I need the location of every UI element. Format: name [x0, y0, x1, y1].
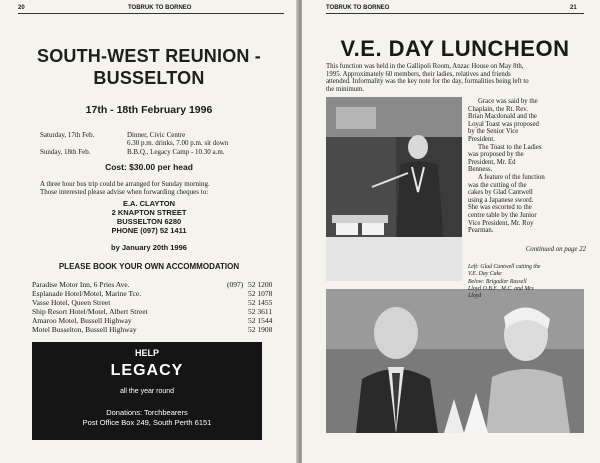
- legacy-tagline: all the year round: [119, 388, 175, 395]
- hotel-name: Ship Resort Hotel/Motel, Albert Street: [32, 307, 148, 316]
- caption-left-line: V.E. Day Cake: [468, 271, 502, 277]
- schedule-event-2: B.B.Q., Legacy Camp - 10.30 a.m.: [127, 148, 225, 156]
- hotel-row: [32, 280, 280, 289]
- right-running-head: TOBRUK TO BORNEO: [326, 5, 390, 11]
- left-header-rule: [18, 13, 284, 14]
- hotel-row: [32, 298, 280, 307]
- body-line: Grace was said by the: [478, 98, 538, 105]
- hotel-phone: 52 1908: [248, 325, 273, 334]
- cost-line: Cost: $30.00 per head: [105, 162, 193, 172]
- hotel-phone: 52 3611: [248, 307, 273, 316]
- right-page-number: 21: [570, 5, 577, 11]
- caption-below-line: Lloyd O.B.E., M.C. and Mrs: [468, 286, 534, 292]
- intro-paragraph: [326, 63, 584, 93]
- body-line: A feature of the function: [478, 173, 545, 181]
- reunion-dates: 17th - 18th February 1996: [85, 104, 213, 116]
- hotel-name: Amaroo Motel, Bussell Highway: [32, 316, 132, 325]
- body-line: President, Mr. Ed: [468, 158, 516, 166]
- legacy-po-box: Post Office Box 249, South Perth 6151: [82, 418, 212, 427]
- cake-cutting-photo: [326, 97, 462, 281]
- legacy-help: HELP: [134, 348, 159, 358]
- left-page: [0, 0, 298, 463]
- accommodation-heading: PLEASE BOOK YOUR OWN ACCOMMODATION: [58, 262, 240, 271]
- hotel-row: [32, 289, 280, 298]
- hotel-row: [32, 316, 280, 325]
- legacy-advert: [32, 342, 262, 440]
- schedule-event-1-line1: Dinner, Civic Centre: [127, 131, 186, 139]
- body-line: Chaplain, the Rt. Rev.: [468, 105, 528, 113]
- body-line: The Toast to the Ladies: [478, 143, 542, 151]
- hotel-row: [32, 325, 280, 334]
- hotel-phone: 52 1455: [248, 298, 273, 307]
- hotel-name: Motel Busselton, Bussell Highway: [32, 325, 137, 334]
- hotel-phone: 52 1078: [248, 289, 273, 298]
- reunion-title-line2: BUSSELTON: [93, 68, 205, 88]
- deadline: by January 20th 1996: [111, 243, 187, 252]
- address-town: BUSSELTON 6280: [116, 217, 182, 226]
- caption-left-line: Left: Glad Cantwell cutting the: [468, 264, 541, 270]
- continued-note: Continued on page 22: [525, 246, 586, 253]
- caption-below-line: Below: Brigadier Russell: [468, 279, 527, 285]
- body-line: Vice President, Mr. Roy: [468, 219, 534, 227]
- body-line: was the cutting of the: [468, 181, 527, 189]
- body-line: Benness.: [468, 166, 493, 174]
- schedule-event-1: [127, 131, 228, 147]
- left-page-number: 20: [18, 5, 25, 11]
- body-line: Pearman.: [468, 227, 494, 235]
- body-line: Loyal Toast was proposed: [468, 120, 539, 128]
- caption-left: [468, 264, 586, 278]
- ve-day-title: V.E. DAY LUNCHEON: [340, 36, 570, 61]
- body-column: [468, 98, 586, 235]
- hotel-name: Esplanade Hotel/Motel, Marine Tce.: [32, 289, 142, 298]
- couple-photo: [326, 289, 584, 433]
- body-line: using a Japanese sword.: [468, 196, 534, 204]
- hotel-phone: 52 1200: [248, 280, 273, 289]
- address-name: E.A. CLAYTON: [122, 199, 176, 208]
- schedule-day-1: Saturday, 17th Feb.: [40, 131, 95, 139]
- intro-line: the minimum.: [326, 85, 365, 93]
- caption-below: [468, 279, 586, 300]
- reunion-title-line1: SOUTH-WEST REUNION -: [37, 46, 261, 66]
- hotel-row: [32, 307, 280, 316]
- intro-line: This function was held in the Gallipoli Room, Anzac House on May 8th,: [326, 63, 524, 70]
- body-line: by the Senior Vice: [468, 128, 519, 136]
- body-line: centre table by the Junior: [468, 211, 537, 219]
- couple-illustration: [326, 289, 584, 433]
- hotel-list: [32, 280, 280, 334]
- left-running-head: TOBRUK TO BORNEO: [128, 5, 192, 11]
- address-phone: PHONE (097) 52 1411: [111, 226, 187, 235]
- hotel-area-code: (097): [227, 280, 244, 289]
- legacy-donations: Donations: Torchbearers: [106, 408, 188, 417]
- body-line: Brian Macdonald and the: [468, 113, 537, 121]
- schedule-day-2: Sunday, 18th Feb.: [40, 148, 91, 156]
- cake-cutting-illustration: [326, 97, 462, 281]
- address-street: 2 KNAPTON STREET: [111, 208, 187, 217]
- schedule-event-1-line2: 6.30 p.m. drinks, 7.00 p.m. sit down: [127, 139, 229, 147]
- body-line: President.: [468, 135, 495, 143]
- note-line-1: A three hour bus trip could be arranged for Sunday morning.: [40, 180, 210, 188]
- body-line: was proposed by the: [468, 151, 524, 159]
- reunion-title: [18, 45, 280, 89]
- intro-line: 1995. Approximately 60 members, their ladies, relatives and friends: [326, 70, 511, 78]
- right-page: [302, 0, 600, 463]
- note-line-2: Those interested please advise when forwarding cheques to:: [40, 188, 209, 196]
- right-header-rule: [326, 13, 584, 14]
- intro-line: attended. Informality was the key note for the day, formalities being left to: [326, 78, 529, 86]
- hotel-name: Vasse Hotel, Queen Street: [32, 298, 111, 307]
- body-line: She was escorted to the: [468, 204, 532, 212]
- bus-trip-note: [40, 180, 280, 196]
- hotel-name: Paradise Motor Inn, 6 Pries Ave.: [32, 280, 130, 289]
- legacy-title: LEGACY: [110, 362, 184, 379]
- caption-below-line: Lloyd: [468, 293, 482, 299]
- hotel-phone: 52 1544: [248, 316, 273, 325]
- body-line: cakes by Glad Cantwell: [468, 189, 533, 197]
